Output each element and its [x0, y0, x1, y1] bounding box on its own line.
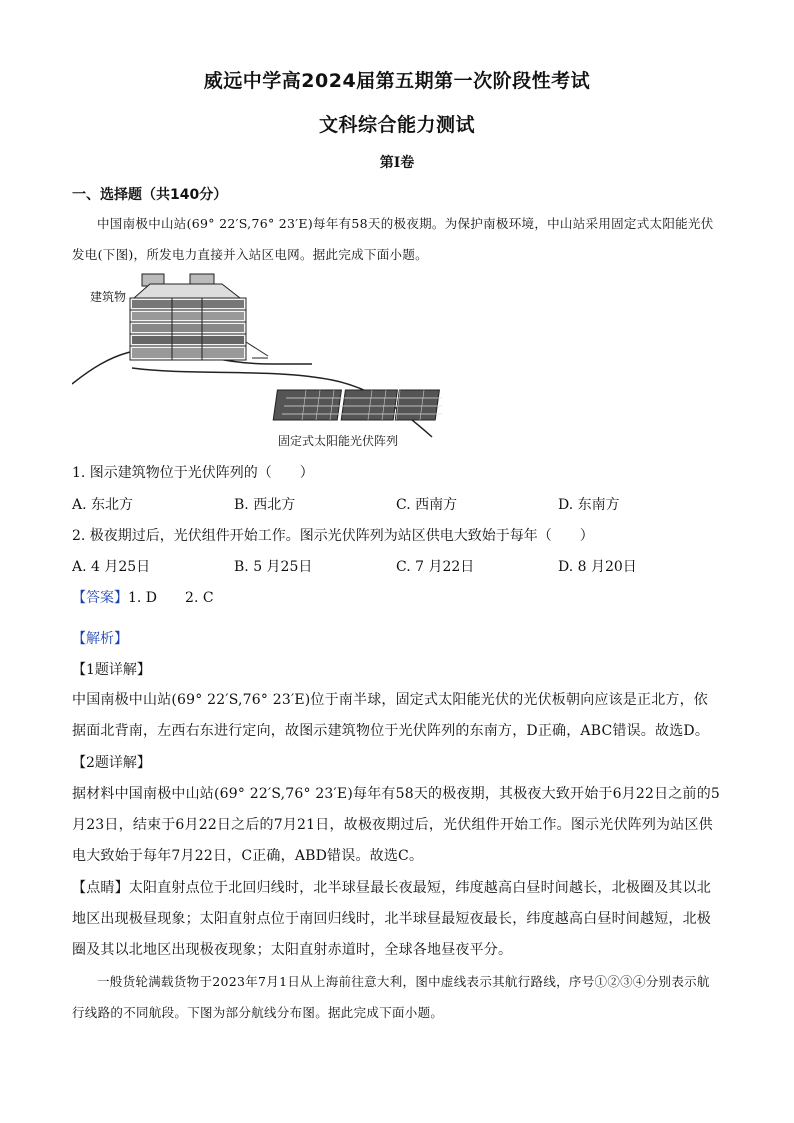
tips-paragraph: [72, 873, 722, 966]
solar-array: [273, 390, 442, 420]
q1-option-c: C. 西南方: [396, 497, 458, 513]
q1-option-d: D. 东南方: [558, 497, 620, 513]
station-figure: [72, 272, 442, 454]
detail2-text: 据材料中国南极中山站(69° 22′S,76° 23′E)每年有58天的极夜期，其极夜大致开始于6月22日之前的5月23日，结束于6月22日之后的7月21日，故极夜期过后，光伏组件开始工作。图示光伏阵列为站区供电大致始于每年7月22日，C正确，ABD错误。故选C。: [72, 786, 721, 864]
answer-label: 【答案】: [72, 590, 128, 606]
figure-caption: 固定式太阳能光伏阵列: [278, 434, 399, 448]
station-illustration: [72, 272, 442, 454]
analysis-label: 【解析】: [72, 631, 128, 647]
q1-option-a: A. 东北方: [72, 497, 134, 513]
volume-label: 第Ⅰ卷: [379, 155, 415, 171]
question-stem-1: 中国南极中山站(69° 22′S,76° 23′E)每年有58天的极夜期。为保护南极环境，中山站采用固定式太阳能光伏发电(下图)，所发电力直接并入站区电网。据此完成下面小题。: [72, 216, 714, 262]
detail1-text: 中国南极中山站(69° 22′S,76° 23′E)位于南半球，固定式太阳能光伏的光伏板朝向应该是正北方，依据面北背南，左西右东进行定向，故图示建筑物位于光伏阵列的东南方，D正确，ABC错误。故选D。: [72, 692, 710, 739]
detail2-label: 【2题详解】: [72, 755, 151, 771]
question-1: 1. 图示建筑物位于光伏阵列的（ ）: [72, 465, 314, 481]
q1-option-b: B. 西北方: [234, 497, 296, 513]
q2-option-c: C. 7 月22日: [396, 559, 475, 575]
exam-title: 威远中学高2024届第五期第一次阶段性考试: [203, 70, 591, 92]
question-stem-2: 一般货轮满载货物于2023年7月1日从上海前往意大利，图中虚线表示其航行路线，序号①②③④分别表示航行线路的不同航段。下图为部分航线分布图。据此完成下面小题。: [72, 974, 710, 1020]
section-heading: 一、选择题（共140分）: [72, 187, 228, 203]
answer-text: 1. D 2. C: [128, 590, 214, 606]
question-2: 2. 极夜期过后，光伏组件开始工作。图示光伏阵列为站区供电大致始于每年（ ）: [72, 528, 594, 544]
answer-row: [72, 587, 214, 607]
tips-text: 太阳直射点位于北回归线时，北半球昼最长夜最短，纬度越高白昼时间越长，北极圈及其以北地区出现极昼现象；太阳直射点位于南回归线时，北半球昼最短夜最长，纬度越高白昼时间越短，北极圈及其以北地区出现极夜现象；太阳直射赤道时，全球各地昼夜平分。: [72, 880, 712, 958]
detail1-label: 【1题详解】: [72, 662, 151, 678]
building-label: 建筑物: [90, 290, 127, 304]
exam-subtitle: 文科综合能力测试: [318, 114, 475, 136]
q2-option-b: B. 5 月25日: [234, 559, 313, 575]
q2-option-d: D. 8 月20日: [558, 559, 637, 575]
tips-label: 【点睛】: [72, 880, 129, 896]
q2-option-a: A. 4 月25日: [72, 559, 151, 575]
building: [130, 274, 268, 360]
